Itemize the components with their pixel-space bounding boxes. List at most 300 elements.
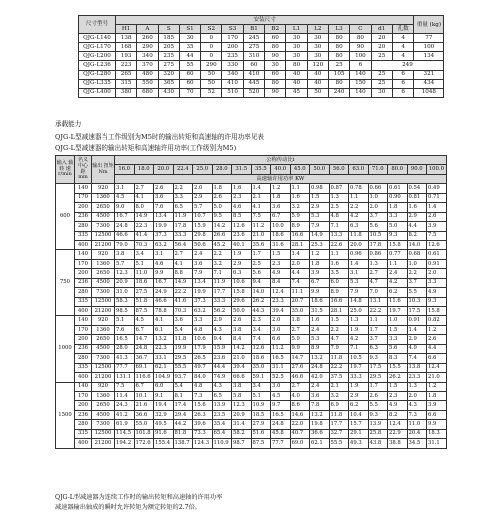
power-cell: 36.7	[134, 354, 154, 363]
dimension-cell: 25	[371, 79, 392, 88]
power-cell: 16.7	[154, 278, 174, 287]
dimension-cell: 50	[307, 88, 328, 97]
power-row	[56, 203, 447, 212]
power-cell: 10.6	[193, 335, 213, 344]
dimension-cell: 380	[116, 88, 137, 97]
dimension-col-header: S	[158, 25, 179, 34]
dimension-cell: 0	[201, 52, 222, 61]
power-cell: 77.7	[271, 439, 291, 448]
power-cell: 13.2	[310, 354, 330, 363]
ratio-value: 40.0	[271, 165, 291, 174]
power-cell: 116.6	[134, 373, 154, 382]
power-cell: 24.9	[154, 288, 174, 297]
power-cell: 22.0	[290, 420, 310, 429]
power-cell: 79.0	[115, 240, 135, 249]
power-cell: 7.9	[329, 344, 349, 353]
power-cell: 9.1	[154, 391, 174, 400]
power-cell: 18.6	[251, 354, 271, 363]
power-cell: 1.3	[368, 259, 388, 268]
power-cell: 14.0	[407, 240, 427, 249]
power-cell: 42.0	[310, 373, 330, 382]
power-cell: 4.3	[407, 401, 427, 410]
power-cell: 1.3	[407, 382, 427, 391]
power-cell: 2.1	[251, 193, 271, 202]
dimension-table-body	[79, 16, 444, 98]
ratio-value: 16.0	[115, 165, 135, 174]
dimension-cell: 30	[307, 52, 328, 61]
power-cell: 13.1	[368, 297, 388, 306]
power-cell: 114.5	[115, 429, 135, 438]
power-cell: 22.2	[173, 288, 193, 297]
power-row	[56, 259, 447, 268]
dimension-cell: 140	[350, 70, 371, 79]
power-cell: 10.6	[232, 278, 252, 287]
torque-cell: 1360	[92, 259, 115, 268]
power-cell: 12.6	[427, 240, 447, 249]
power-cell: 9.5	[212, 212, 232, 221]
power-cell: 2.5	[251, 259, 271, 268]
power-cell: 18.6	[271, 231, 291, 240]
power-cell: 3.7	[407, 278, 427, 287]
dimension-cell: 120	[307, 61, 328, 70]
power-cell: 1.2	[427, 325, 447, 334]
power-cell: 65.4	[212, 429, 232, 438]
power-cell: 5.6	[251, 269, 271, 278]
power-cell: 31.1	[427, 439, 447, 448]
power-cell: 5.3	[310, 212, 330, 221]
power-cell: 2.6	[232, 316, 252, 325]
power-cell: 55.0	[134, 420, 154, 429]
dimension-cell: 320	[158, 70, 179, 79]
power-cell: 0.90	[388, 193, 408, 202]
power-cell: 6.7	[134, 382, 154, 391]
center-distance-cell: 280	[75, 222, 92, 231]
power-cell: 13.2	[154, 335, 174, 344]
dimension-cell: 193	[116, 52, 137, 61]
dimension-cell: 410	[222, 79, 243, 88]
dimension-col-header: L1	[286, 25, 307, 34]
power-cell: 31.1	[271, 363, 291, 372]
power-cell: 3.6	[173, 316, 193, 325]
power-cell: 14.8	[349, 297, 369, 306]
dimension-row	[79, 43, 444, 52]
power-cell: 13.8	[407, 363, 427, 372]
power-cell: 66.6	[232, 373, 252, 382]
power-cell: 9.9	[310, 288, 330, 297]
power-cell: 7.5	[251, 212, 271, 221]
power-cell: 3.4	[251, 382, 271, 391]
power-cell: 1.4	[349, 259, 369, 268]
power-cell: 11.9	[212, 278, 232, 287]
power-cell: 11.8	[349, 231, 369, 240]
power-cell: 6.6	[427, 410, 447, 419]
power-cell: 3.1	[115, 184, 135, 193]
section-title: 承载能力	[55, 120, 82, 128]
power-cell: 0.81	[407, 193, 427, 202]
dimension-cell: 80	[286, 61, 307, 70]
power-cell: 27.5	[134, 288, 154, 297]
power-cell: 13.2	[310, 410, 330, 419]
power-cell: 1.1	[388, 259, 408, 268]
power-cell: 8.9	[310, 344, 330, 353]
power-cell: 2.2	[329, 325, 349, 334]
power-cell: 4.9	[271, 269, 291, 278]
power-row	[56, 429, 447, 438]
power-row	[56, 193, 447, 202]
dimension-col-header: S1	[179, 25, 200, 34]
power-row	[56, 335, 447, 344]
power-cell: 8.8	[173, 269, 193, 278]
ratio-value: 50.0	[310, 165, 330, 174]
power-cell: 101.8	[134, 429, 154, 438]
power-cell: 4.7	[329, 335, 349, 344]
ratio-value: 18.0	[134, 165, 154, 174]
power-cell: 2.5	[329, 203, 349, 212]
power-cell: 3.4	[134, 250, 154, 259]
power-cell: 41.6	[173, 297, 193, 306]
dimension-cell: 330	[222, 61, 243, 70]
dimension-cell: 77	[414, 34, 444, 43]
power-cell: 2.9	[193, 193, 213, 202]
center-distance-cell: 200	[75, 269, 92, 278]
power-cell: 15.7	[349, 420, 369, 429]
power-cell: 9.3	[427, 297, 447, 306]
power-cell: 12.4	[388, 420, 408, 429]
power-cell: 39.4	[271, 307, 291, 316]
power-cell: 1.9	[232, 250, 252, 259]
dimension-cell: 265	[116, 70, 137, 79]
power-cell: 7.4	[251, 335, 271, 344]
power-cell: 26.2	[251, 297, 271, 306]
power-cell: 138.7	[173, 439, 193, 448]
dimension-cell: 0	[201, 34, 222, 43]
dimension-cell: 105	[328, 70, 349, 79]
power-cell: 2.2	[407, 269, 427, 278]
power-cell: 0.87	[329, 184, 349, 193]
power-cell: 55.5	[329, 439, 349, 448]
dimension-cell: 520	[243, 88, 264, 97]
power-cell: 23.6	[232, 231, 252, 240]
power-cell: 91.6	[154, 429, 174, 438]
power-cell: 28.0	[115, 344, 135, 353]
torque-cell: 920	[92, 184, 115, 193]
power-cell: 23.3	[407, 373, 427, 382]
dimension-col-header-row	[79, 25, 444, 34]
input-speed-cell: 600	[56, 184, 75, 250]
power-cell: 2.0	[271, 316, 291, 325]
power-cell: 10.5	[368, 231, 388, 240]
dimension-cell: 370	[137, 61, 158, 70]
dimension-cell: 60	[265, 34, 286, 43]
power-cell: 11.2	[271, 344, 291, 353]
power-row	[56, 184, 447, 193]
power-cell: 2.2	[212, 250, 232, 259]
power-cell: 44.4	[212, 363, 232, 372]
dimension-cell: 290	[137, 43, 158, 52]
power-cell: 3.9	[310, 269, 330, 278]
power-cell: 6.9	[329, 401, 349, 410]
power-cell: 15.9	[212, 344, 232, 353]
power-cell: 16.6	[329, 297, 349, 306]
dimension-cell: 340	[137, 52, 158, 61]
power-cell: 22.6	[329, 240, 349, 249]
power-cell: 172.6	[134, 439, 154, 448]
torque-cell: 21200	[92, 240, 115, 249]
power-cell: 155.4	[154, 439, 174, 448]
power-cell: 17.7	[329, 420, 349, 429]
power-cell: 8.3	[388, 354, 408, 363]
dimension-cell: 35	[179, 43, 200, 52]
ratio-value: 71.0	[368, 165, 388, 174]
power-cell: 7.9	[349, 288, 369, 297]
power-cell: 26.3	[193, 410, 213, 419]
power-header-row-3	[56, 174, 447, 183]
power-cell: 12.6	[251, 344, 271, 353]
torque-cell: 2650	[92, 203, 115, 212]
power-cell: 87.5	[134, 307, 154, 316]
dimension-col-header: A	[137, 25, 158, 34]
power-cell: 110.9	[212, 439, 232, 448]
power-cell: 3.6	[310, 391, 330, 400]
power-cell: 4.1	[134, 193, 154, 202]
power-cell: 4.8	[193, 325, 213, 334]
power-cell: 22.3	[134, 222, 154, 231]
power-row	[56, 382, 447, 391]
power-cell: 1.4	[290, 250, 310, 259]
power-cell: 0.71	[427, 193, 447, 202]
power-cell: 3.7	[368, 335, 388, 344]
input-speed-header: 输入 轴转 速 r/min	[56, 156, 75, 184]
dimension-cell: 6	[392, 79, 414, 88]
power-cell: 3.3	[388, 335, 408, 344]
power-cell: 6.2	[388, 288, 408, 297]
power-row	[56, 222, 447, 231]
power-cell: 1.8	[290, 316, 310, 325]
power-cell: 12.6	[232, 222, 252, 231]
power-cell: 49.7	[193, 363, 213, 372]
power-cell: 49.3	[349, 439, 369, 448]
power-cell: 38.8	[388, 439, 408, 448]
power-cell: 87.5	[251, 439, 271, 448]
power-cell: 14.2	[232, 344, 252, 353]
power-cell: 17.5	[407, 307, 427, 316]
dimension-cell: 60	[265, 70, 286, 79]
power-cell: 5.4	[173, 325, 193, 334]
power-cell: 4.2	[349, 212, 369, 221]
power-cell: 7.9	[193, 269, 213, 278]
power-cell: 0.77	[388, 250, 408, 259]
dimension-col-header: H1	[116, 25, 137, 34]
dimension-cell: 6	[350, 61, 371, 70]
power-cell: 9.9	[290, 344, 310, 353]
power-cell: 3.3	[388, 212, 408, 221]
center-distance-cell: 140	[75, 250, 92, 259]
ratio-value: 28.0	[212, 165, 232, 174]
power-cell: 2.9	[232, 259, 252, 268]
power-cell: 14.9	[310, 231, 330, 240]
dimension-cell: 6	[392, 88, 414, 97]
power-cell: 16.6	[290, 231, 310, 240]
power-cell: 19.7	[349, 363, 369, 372]
power-cell: 7.6	[154, 203, 174, 212]
model-cell: QJG-L280	[79, 70, 116, 79]
dimension-cell: 45	[286, 88, 307, 97]
power-cell: 2.6	[427, 212, 447, 221]
power-cell: 8.9	[290, 222, 310, 231]
dimension-cell: 80	[350, 34, 371, 43]
dimension-cell: 365	[158, 79, 179, 88]
power-cell: 55.5	[173, 363, 193, 372]
power-cell: 6.3	[349, 222, 369, 231]
dimension-cell: 4	[392, 34, 414, 43]
power-cell: 16.5	[271, 354, 291, 363]
power-cell: 17.8	[173, 222, 193, 231]
power-cell: 1.2	[427, 382, 447, 391]
power-cell: 104.9	[154, 373, 174, 382]
power-cell: 12.4	[427, 363, 447, 372]
center-distance-cell: 170	[75, 259, 92, 268]
dimension-cell: 80	[328, 52, 349, 61]
power-cell: 5.1	[251, 391, 271, 400]
dimension-col-header: d1	[371, 25, 392, 34]
center-distance-cell: 280	[75, 288, 92, 297]
center-distance-cell: 236	[75, 212, 92, 221]
power-cell: 9.3	[388, 231, 408, 240]
power-cell: 8.2	[407, 231, 427, 240]
power-cell: 44.2	[173, 420, 193, 429]
center-distance-cell: 236	[75, 278, 92, 287]
power-cell: 28.1	[290, 240, 310, 249]
power-cell: 3.7	[368, 212, 388, 221]
dimension-cell: 340	[222, 70, 243, 79]
dimension-cell: 90	[265, 88, 286, 97]
power-cell: 4.8	[193, 382, 213, 391]
dimension-cell: 290	[201, 61, 222, 70]
power-cell: 3.3	[173, 193, 193, 202]
dimension-cell: 25	[371, 70, 392, 79]
power-cell: 3.2	[329, 391, 349, 400]
power-cell: 1.6	[310, 316, 330, 325]
power-cell: 5.1	[115, 316, 135, 325]
power-cell: 1.8	[388, 203, 408, 212]
power-cell: 7.5	[115, 382, 135, 391]
dimension-cell: 170	[222, 34, 243, 43]
power-cell: 70.3	[173, 307, 193, 316]
power-cell: 5.0	[212, 203, 232, 212]
power-row	[56, 307, 447, 316]
dimension-cell: 260	[137, 34, 158, 43]
power-cell: 7.8	[310, 401, 330, 410]
power-cell: 13.4	[154, 212, 174, 221]
power-cell: 14.9	[173, 278, 193, 287]
ratio-values-row	[56, 165, 447, 174]
power-cell: 31.6	[271, 240, 291, 249]
dimension-cell: 30	[307, 43, 328, 52]
dimension-col-header: 孔数	[392, 25, 414, 34]
power-cell: 73.3	[193, 429, 213, 438]
power-cell: 10.7	[193, 212, 213, 221]
weight-header: 重量 (kg)	[414, 16, 444, 34]
power-cell: 37.5	[329, 373, 349, 382]
power-cell: 10.9	[251, 401, 271, 410]
dimension-cell: 275	[158, 61, 179, 70]
power-cell: 1.2	[271, 184, 291, 193]
torque-cell: 1360	[92, 325, 115, 334]
torque-cell: 21200	[92, 307, 115, 316]
power-cell: 4.3	[212, 325, 232, 334]
footnote-1: QJG-L型减速器为连续工作时的输出转矩和高速轴的许用功率	[55, 494, 223, 501]
power-cell: 2.6	[427, 335, 447, 344]
power-cell: 4.2	[349, 335, 369, 344]
dimension-table	[78, 15, 444, 98]
power-cell: 14.2	[212, 222, 232, 231]
power-cell: 7.4	[407, 354, 427, 363]
power-cell: 27.9	[251, 420, 271, 429]
dimension-col-header: L3	[328, 25, 349, 34]
power-cell: 21.6	[134, 401, 154, 410]
power-unit-header: 高速轴许用功率 KW	[115, 174, 447, 183]
power-cell: 5.9	[290, 335, 310, 344]
power-cell: 69.0	[290, 439, 310, 448]
power-cell: 3.8	[115, 250, 135, 259]
power-row	[56, 212, 447, 221]
power-cell: 41.3	[115, 354, 135, 363]
power-cell: 2.9	[212, 316, 232, 325]
power-cell: 4.1	[251, 203, 271, 212]
power-cell: 4.1	[154, 316, 174, 325]
power-cell: 9.9	[427, 420, 447, 429]
power-cell: 3.2	[290, 203, 310, 212]
power-cell: 27.6	[290, 363, 310, 372]
power-cell: 8.5	[232, 212, 252, 221]
power-cell: 4.4	[427, 344, 447, 353]
dimension-cell: 6	[392, 70, 414, 79]
power-cell: 2.9	[407, 335, 427, 344]
model-cell: QJG-L335	[79, 79, 116, 88]
power-cell: 3.9	[427, 222, 447, 231]
power-cell: 41.4	[134, 231, 154, 240]
power-row	[56, 344, 447, 353]
power-cell: 31.5	[310, 307, 330, 316]
dimension-row	[79, 70, 444, 79]
dimension-cell: 60	[179, 79, 200, 88]
power-cell: 5.6	[388, 344, 408, 353]
power-cell: 1.6	[407, 203, 427, 212]
power-cell: 24.8	[134, 344, 154, 353]
power-cell: 4.2	[388, 278, 408, 287]
dimension-cell: 80	[265, 79, 286, 88]
power-cell: 0.78	[349, 184, 369, 193]
power-cell: 5.1	[134, 259, 154, 268]
dimension-cell: 80	[328, 34, 349, 43]
dimension-cell: 52	[201, 88, 222, 97]
torque-cell: 7300	[92, 288, 115, 297]
power-cell: 78.8	[154, 307, 174, 316]
power-cell: 0.98	[310, 184, 330, 193]
power-cell: 7.1	[349, 344, 369, 353]
power-cell: 25.0	[349, 307, 369, 316]
ratio-value: 63.0	[349, 165, 369, 174]
dimension-cell: 410	[243, 70, 264, 79]
power-cell: 6.7	[310, 278, 330, 287]
power-cell: 20.9	[115, 278, 135, 287]
power-cell: 5.3	[310, 335, 330, 344]
power-cell: 19.8	[310, 420, 330, 429]
dimension-cell: 223	[116, 61, 137, 70]
center-distance-cell: 140	[75, 184, 92, 193]
footnote-2: 减速器输出轴成的瞬时允许转矩为额定转矩的2.7倍。	[55, 504, 201, 511]
power-cell: 4.1	[173, 259, 193, 268]
